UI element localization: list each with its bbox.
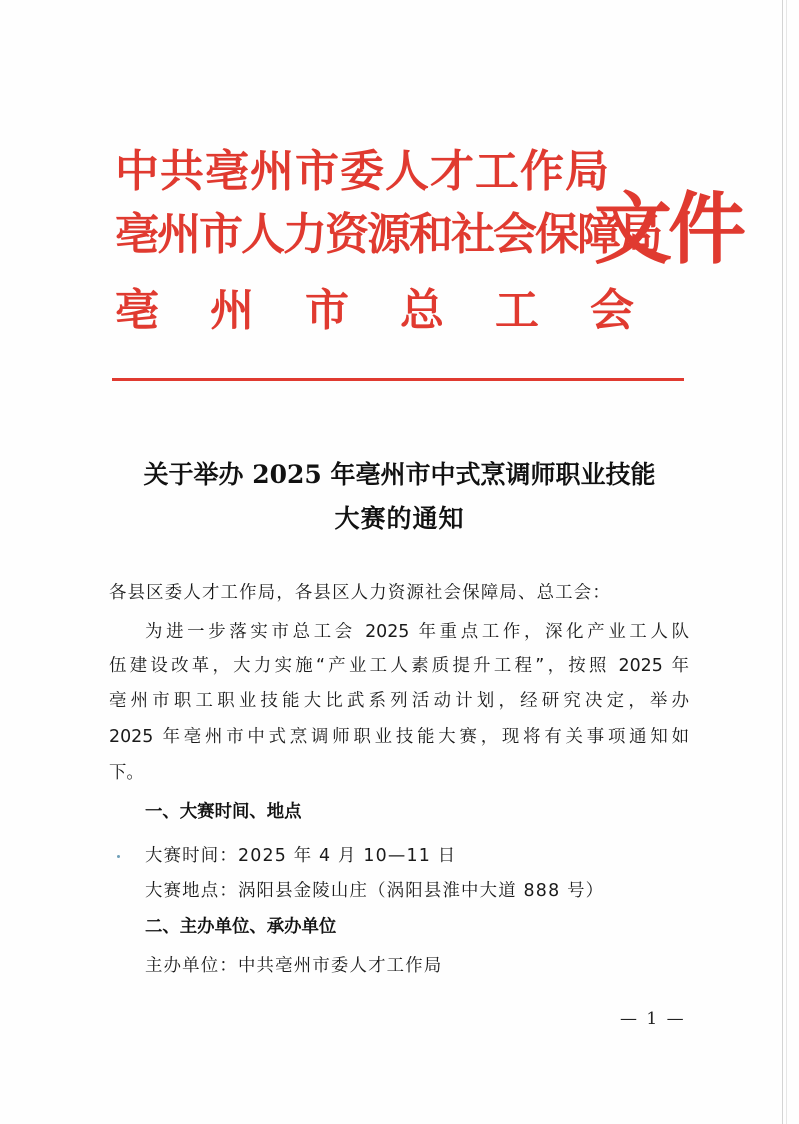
issuer-name-2: 亳州市人力资源和社会保障局 <box>115 209 661 260</box>
paragraph-line: 亳州市职工职业技能大比武系列活动计划，经研究决定，举办 <box>109 691 689 711</box>
paragraph-line: 下。 <box>109 763 144 783</box>
paragraph-line: 为进一步落实市总工会 2025 年重点工作，深化产业工人队 <box>145 622 689 642</box>
paragraph-line: 伍建设改革，大力实施“产业工人素质提升工程”，按照 2025 年 <box>109 656 689 676</box>
issuer-name-3: 亳州市总工会 <box>115 285 685 336</box>
notice-title-line-1: 关于举办 2025 年亳州市中式烹调师职业技能 <box>143 460 656 489</box>
notice-title-line-2: 大赛的通知 <box>334 504 465 533</box>
page-number: — 1 — <box>620 1009 686 1029</box>
paragraph-line: 2025 年亳州市中式烹调师职业技能大赛，现将有关事项通知如 <box>109 727 689 747</box>
issuer-name-1: 中共亳州市委人才工作局 <box>115 146 610 197</box>
host-organizer: 主办单位：中共亳州市委人才工作局 <box>145 956 443 976</box>
page-edge <box>782 0 783 1124</box>
salutation: 各县区委人才工作局，各县区人力资源社会保障局、总工会： <box>109 583 611 603</box>
section-heading-2: 二、主办单位、承办单位 <box>145 917 337 937</box>
contest-place: 大赛地点：涡阳县金陵山庄（涡阳县淮中大道 888 号） <box>145 881 605 901</box>
section-heading-1: 一、大赛时间、地点 <box>145 802 302 822</box>
page-edge <box>786 0 787 1124</box>
red-header-rule <box>112 378 684 381</box>
document-type-label: 文件 <box>594 185 743 275</box>
contest-time: 大赛时间：2025 年 4 月 10—11 日 <box>145 846 457 866</box>
stray-dot-mark <box>117 855 120 858</box>
